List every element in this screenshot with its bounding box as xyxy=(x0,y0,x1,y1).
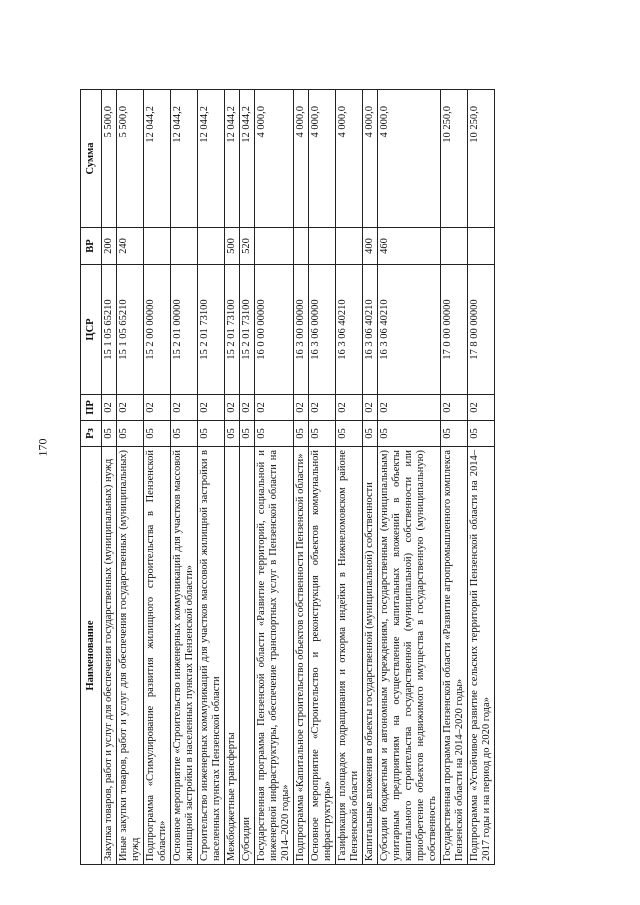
cell-pr: 02 xyxy=(171,395,198,421)
table-row xyxy=(363,90,378,865)
table-row xyxy=(255,90,294,865)
cell-csr: 15 2 00 00000 xyxy=(144,265,171,395)
cell-pr: 02 xyxy=(294,395,309,421)
cell-rz: 05 xyxy=(117,421,144,447)
header-name: Наименование xyxy=(81,447,102,865)
cell-pr: 02 xyxy=(468,395,495,421)
cell-rz: 05 xyxy=(102,421,117,447)
cell-vr: 200 xyxy=(102,228,117,265)
cell-pr: 02 xyxy=(441,395,468,421)
table-row xyxy=(102,90,117,865)
cell-vr: 460 xyxy=(378,228,441,265)
cell-csr: 15 1 05 65210 xyxy=(102,265,117,395)
cell-csr: 16 3 06 40210 xyxy=(336,265,363,395)
cell-sum: 12 044,2 xyxy=(225,90,240,228)
cell-vr xyxy=(468,228,495,265)
header-csr: ЦСР xyxy=(81,265,102,395)
cell-csr: 16 3 06 00000 xyxy=(309,265,336,395)
table-row xyxy=(468,90,495,865)
cell-name: Подпрограмма «Стимулирование развития жилищного строительства в Пензенской области» xyxy=(144,447,171,865)
cell-name: Основное мероприятие «Строительство и реконструкция объектов коммунальной инфраструктуры» xyxy=(309,447,336,865)
cell-vr xyxy=(255,228,294,265)
header-pr: ПР xyxy=(81,395,102,421)
cell-csr: 16 0 00 00000 xyxy=(255,265,294,395)
cell-csr: 17 8 00 00000 xyxy=(468,265,495,395)
table-row xyxy=(309,90,336,865)
cell-csr: 15 1 05 65210 xyxy=(117,265,144,395)
cell-sum: 4 000,0 xyxy=(309,90,336,228)
cell-vr xyxy=(309,228,336,265)
cell-sum: 5 500,0 xyxy=(117,90,144,228)
cell-name: Субсидии xyxy=(240,447,255,865)
budget-table xyxy=(80,89,495,865)
cell-vr: 400 xyxy=(363,228,378,265)
cell-pr: 02 xyxy=(309,395,336,421)
table-body xyxy=(102,90,495,865)
cell-name: Капитальные вложения в объекты государственной (муниципальной) собственности xyxy=(363,447,378,865)
cell-pr: 02 xyxy=(144,395,171,421)
cell-pr: 02 xyxy=(363,395,378,421)
table-row xyxy=(198,90,225,865)
cell-name: Государственная программа Пензенской области «Развитие территорий, социальной и инженерной инфраструктуры, обеспечение транспортных услуг в Пензенской области на 2014–2020 годы» xyxy=(255,447,294,865)
cell-csr: 15 2 01 00000 xyxy=(171,265,198,395)
cell-rz: 05 xyxy=(255,421,294,447)
cell-name: Межбюджетные трансферты xyxy=(225,447,240,865)
cell-pr: 02 xyxy=(198,395,225,421)
table-row xyxy=(240,90,255,865)
cell-sum: 5 500,0 xyxy=(102,90,117,228)
cell-sum: 4 000,0 xyxy=(336,90,363,228)
cell-rz: 05 xyxy=(240,421,255,447)
rotated-table-container xyxy=(80,90,617,865)
cell-pr: 02 xyxy=(240,395,255,421)
cell-rz: 05 xyxy=(468,421,495,447)
cell-sum: 10 250,0 xyxy=(468,90,495,228)
cell-csr: 15 2 01 73100 xyxy=(225,265,240,395)
cell-rz: 05 xyxy=(309,421,336,447)
cell-csr: 17 0 00 00000 xyxy=(441,265,468,395)
cell-vr: 500 xyxy=(225,228,240,265)
cell-pr: 02 xyxy=(336,395,363,421)
cell-vr xyxy=(198,228,225,265)
cell-rz: 05 xyxy=(336,421,363,447)
cell-rz: 05 xyxy=(378,421,441,447)
cell-vr xyxy=(171,228,198,265)
table-row xyxy=(225,90,240,865)
cell-csr: 15 2 01 73100 xyxy=(198,265,225,395)
cell-sum: 10 250,0 xyxy=(441,90,468,228)
cell-rz: 05 xyxy=(363,421,378,447)
table-row xyxy=(144,90,171,865)
cell-name: Газификация площадок подращивания и откорма индейки в Нижнеломовском районе Пензенской области xyxy=(336,447,363,865)
cell-csr: 16 3 06 40210 xyxy=(378,265,441,395)
table-row xyxy=(378,90,441,865)
cell-sum: 12 044,2 xyxy=(144,90,171,228)
cell-sum: 4 000,0 xyxy=(255,90,294,228)
cell-sum: 4 000,0 xyxy=(294,90,309,228)
cell-vr xyxy=(336,228,363,265)
cell-vr: 520 xyxy=(240,228,255,265)
cell-rz: 05 xyxy=(225,421,240,447)
cell-pr: 02 xyxy=(225,395,240,421)
cell-name: Закупка товаров, работ и услуг для обеспечения государственных (муниципальных) нужд xyxy=(102,447,117,865)
cell-rz: 05 xyxy=(294,421,309,447)
table-row xyxy=(294,90,309,865)
cell-name: Строительство инженерных коммуникаций для участков массовой жилищной застройки в населенных пунктах Пензенской области xyxy=(198,447,225,865)
cell-pr: 02 xyxy=(378,395,441,421)
cell-sum: 12 044,2 xyxy=(198,90,225,228)
cell-rz: 05 xyxy=(171,421,198,447)
table-row xyxy=(336,90,363,865)
cell-sum: 12 044,2 xyxy=(240,90,255,228)
cell-name: Подпрограмма «Капитальное строительство объектов собственности Пензенской области» xyxy=(294,447,309,865)
cell-name: Основное мероприятие «Строительство инженерных коммуникаций для участков массовой жилищной застройки в населенных пунктах Пензенской области» xyxy=(171,447,198,865)
cell-rz: 05 xyxy=(441,421,468,447)
table-row xyxy=(441,90,468,865)
cell-sum: 4 000,0 xyxy=(378,90,441,228)
cell-pr: 02 xyxy=(102,395,117,421)
table-row xyxy=(171,90,198,865)
page-number: 170 xyxy=(35,438,50,457)
cell-name: Государственная программа Пензенской области «Развитие агропромышленного комплекса Пензенской области на 2014–2020 годы» xyxy=(441,447,468,865)
header-vr: ВР xyxy=(81,228,102,265)
table-header-row xyxy=(81,90,102,865)
cell-csr: 15 2 01 73100 xyxy=(240,265,255,395)
cell-vr xyxy=(294,228,309,265)
header-sum: Сумма xyxy=(81,90,102,228)
cell-name: Субсидии бюджетным и автономным учреждениям, государственным (муниципальным) унитарным предприятиям на осуществление капитальных вложений в объекты капитального строительства государственной (муниципальной) собственности или приобретение объектов недвижимого имущества в государственную (муниципальную) собственность xyxy=(378,447,441,865)
cell-vr xyxy=(441,228,468,265)
table-row xyxy=(117,90,144,865)
header-rz: Рз xyxy=(81,421,102,447)
cell-name: Иные закупки товаров, работ и услуг для обеспечения государственных (муниципальных) нужд xyxy=(117,447,144,865)
cell-csr: 16 3 00 00000 xyxy=(294,265,309,395)
cell-vr: 240 xyxy=(117,228,144,265)
cell-rz: 05 xyxy=(198,421,225,447)
cell-vr xyxy=(144,228,171,265)
cell-sum: 4 000,0 xyxy=(363,90,378,228)
cell-name: Подпрограмма «Устойчивое развитие сельских территорий Пензенской области на 2014–2017 годы и на период до 2020 года» xyxy=(468,447,495,865)
cell-pr: 02 xyxy=(255,395,294,421)
cell-sum: 12 044,2 xyxy=(171,90,198,228)
cell-rz: 05 xyxy=(144,421,171,447)
cell-csr: 16 3 06 40210 xyxy=(363,265,378,395)
cell-pr: 02 xyxy=(117,395,144,421)
